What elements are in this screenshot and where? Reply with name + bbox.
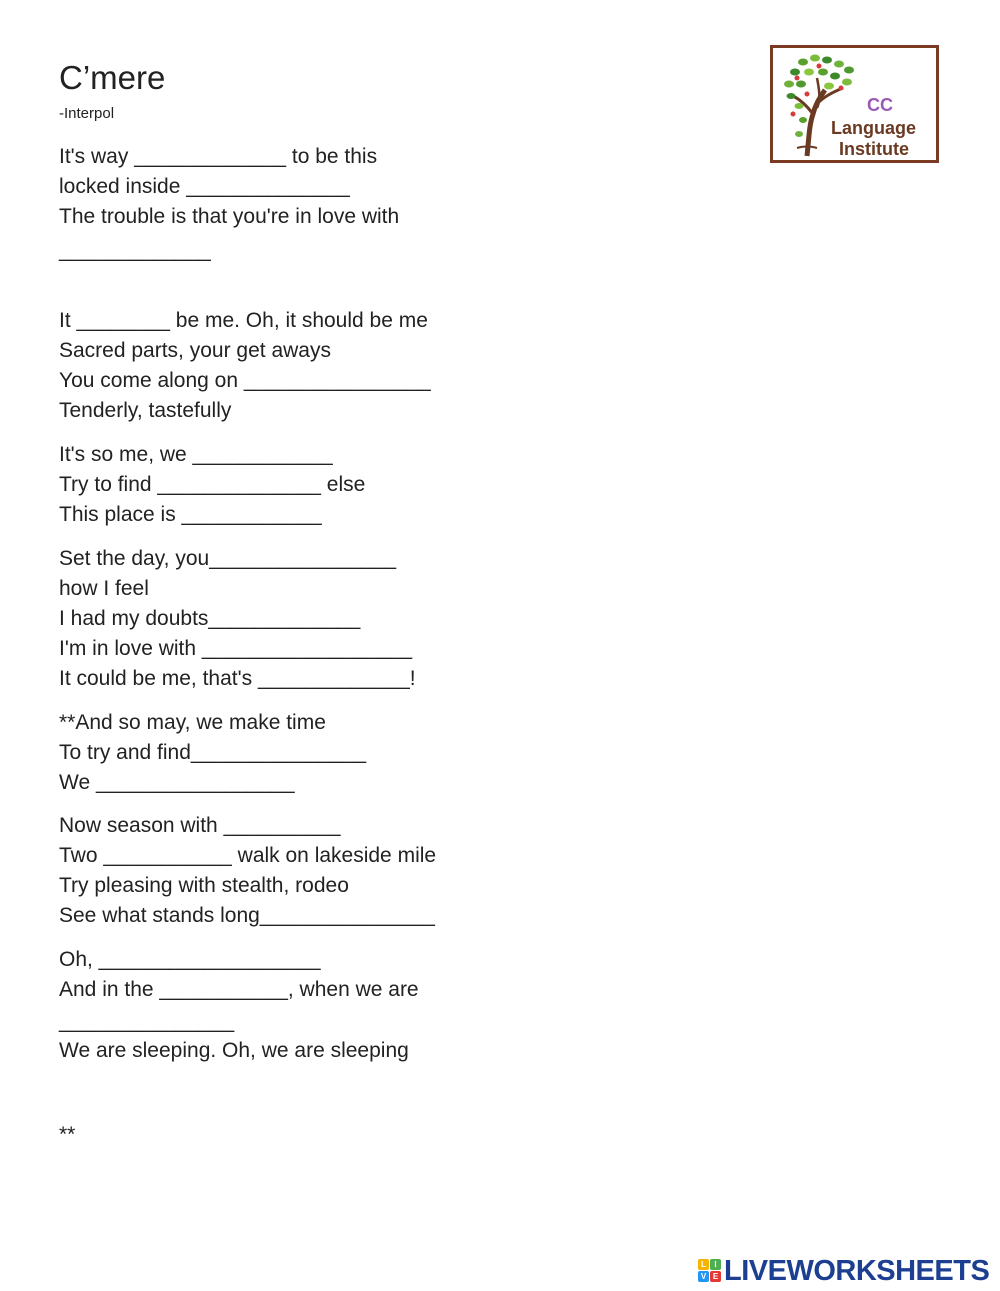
lyric-line: Try pleasing with stealth, rodeo [59,874,349,897]
lyric-line: I'm in love with __________________ [59,637,413,660]
lyric-line: We are sleeping. Oh, we are sleeping [59,1039,409,1062]
logo-text-cc: CC [867,95,893,115]
lyric-line: It's so me, we ____________ [59,443,333,466]
lyric-line: I had my doubts_____________ [59,607,361,630]
liveworksheets-brand: LIVEWORKSHEETS [724,1255,990,1287]
lyric-line: You come along on ________________ [59,369,431,392]
lyric-line: Oh, ___________________ [59,948,321,971]
song-title: C’mere [59,59,166,96]
lyric-line: The trouble is that you're in love with [59,205,400,228]
lyric-line: Now season with __________ [59,814,341,837]
lyric-line: This place is ____________ [59,503,322,526]
lyric-line: how I feel [59,577,149,600]
lyric-line: And in the ___________, when we are [59,978,419,1001]
lyric-line: **And so may, we make time [59,711,326,734]
language-institute-logo [770,45,939,163]
lyric-line: Set the day, you________________ [59,547,397,570]
logo-text-language: Language [831,118,917,138]
lyric-line: We _________________ [59,771,295,794]
song-artist: -Interpol [59,105,115,122]
lyric-line: Two ___________ walk on lakeside mile [59,844,437,867]
logo-text-institute: Institute [839,139,909,159]
liveworksheets-blocks-icon: L I V E [698,1259,722,1283]
lyric-line: See what stands long_______________ [59,904,435,927]
lyric-line: locked inside ______________ [59,175,350,198]
lyric-line: It ________ be me. Oh, it should be me [59,309,428,332]
lyric-line: Tenderly, tastefully [59,399,232,422]
lyric-line: It's way _____________ to be this [59,145,378,168]
lyric-line: ** [59,1123,76,1146]
lyric-line: It could be me, that's _____________! [59,667,416,690]
lyric-line: _______________ [59,1010,235,1033]
lyric-line: Try to find ______________ else [59,473,366,496]
lyric-line: Sacred parts, your get aways [59,339,331,362]
lyric-line: To try and find_______________ [59,741,367,764]
lyric-line: _____________ [59,239,211,262]
